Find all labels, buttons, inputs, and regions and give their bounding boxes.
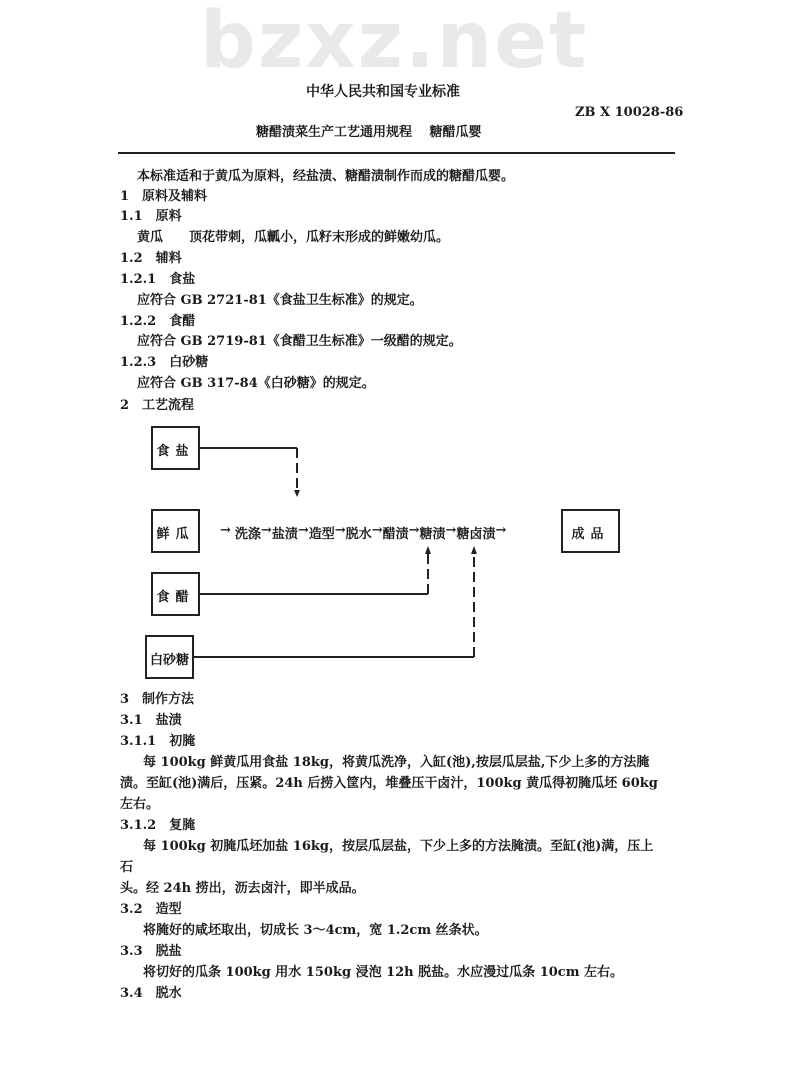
intro: 本标准适和于黄瓜为原料，经盐渍、糖醋渍制作而成的糖醋瓜婴。 (137, 169, 515, 184)
standard-code: ZB X 10028-86 (575, 105, 684, 120)
box-sugar (145, 637, 194, 677)
flow-step: 造型 (308, 527, 335, 542)
box-salt (151, 428, 200, 468)
box-label: 白砂糖 (149, 653, 189, 668)
section-heading: 3.1 盐渍 (120, 713, 182, 728)
section-heading: 3.2 造型 (120, 902, 182, 917)
paragraph-line: 每 100kg 鲜黄瓜用食盐 18kg，将黄瓜洗净，入缸(池),按层瓜层盐,下少上多的方法腌 (143, 755, 650, 770)
section-heading: 1.1 原料 (120, 209, 182, 224)
box-label: 食醋 (156, 590, 195, 605)
flow-step: 盐渍 (271, 527, 298, 542)
org-title: 中华人民共和国专业标准 (306, 84, 460, 100)
flow-arrow: → (445, 523, 457, 538)
process-flow (220, 523, 506, 542)
section-heading: 1 原料及辅料 (120, 189, 208, 204)
flow-arrow: → (220, 523, 231, 538)
paragraph: 应符合 GB 317-84《白砂糖》的规定。 (137, 376, 375, 391)
box-product (561, 511, 620, 551)
paragraph-line: 每 100kg 初腌瓜坯加盐 16kg，按层瓜层盐，下少上多的方法腌渍。至缸(池)满，压上 (143, 839, 654, 854)
flow-arrow: → (297, 523, 309, 538)
section-heading: 2 工艺流程 (120, 398, 195, 413)
flow-step: 洗涤 (234, 527, 261, 542)
section-heading: 3.4 脱水 (120, 986, 182, 1001)
paragraph: 应符合 GB 2721-81《食盐卫生标准》的规定。 (137, 293, 423, 308)
section-heading: 3.1.2 复腌 (120, 818, 196, 833)
paragraph: 将腌好的咸坯取出，切成长 3～4cm，宽 1.2cm 丝条状。 (143, 923, 488, 938)
arrow-down-icon (294, 490, 300, 497)
document-title: 糖醋渍菜生产工艺通用规程 糖醋瓜婴 (256, 125, 482, 140)
paragraph: 将切好的瓜条 100kg 用水 150kg 浸泡 12h 脱盐。水应漫过瓜条 10cm 左右。 (143, 965, 623, 980)
section-heading: 3.3 脱盐 (120, 944, 182, 959)
flow-step: 糖卤渍 (456, 527, 496, 542)
paragraph: 应符合 GB 2719-81《食醋卫生标准》一级醋的规定。 (137, 334, 462, 349)
section-heading: 1.2.2 食醋 (120, 314, 196, 329)
flow-step: 脱水 (345, 527, 372, 542)
flow-arrow: → (408, 523, 420, 538)
paragraph: 黄瓜 顶花带刺，瓜瓤小，瓜籽末形成的鲜嫩幼瓜。 (137, 230, 450, 245)
arrow-up-icon (425, 546, 431, 554)
box-label: 鲜瓜 (156, 527, 195, 542)
paragraph-line: 左右。 (120, 797, 160, 812)
flow-step: 糖渍 (419, 527, 446, 542)
box-label: 食盐 (156, 444, 195, 459)
section-heading: 3 制作方法 (120, 692, 195, 707)
section-heading: 1.2.3 白砂糖 (120, 355, 209, 370)
box-fresh-melon (151, 511, 200, 551)
section-heading: 1.2.1 食盐 (120, 272, 196, 287)
paragraph-line: 头。经 24h 捞出，沥去卤汁，即半成品。 (120, 881, 365, 896)
box-label: 成品 (571, 527, 610, 542)
section-heading: 3.1.1 初腌 (120, 734, 196, 749)
paragraph-line: 渍。至缸(池)满后，压紧。24h 后捞入筐内，堆叠压干卤汁，100kg 黄瓜得初腌瓜坯 60kg (120, 776, 658, 791)
flow-arrow: → (371, 523, 383, 538)
paragraph-line: 石 (120, 860, 134, 875)
watermark: bzxz.net (200, 0, 589, 86)
flow-arrow: → (334, 523, 346, 538)
flow-step: 醋渍 (382, 527, 409, 542)
flow-arrow: → (495, 523, 507, 538)
section-heading: 1.2 辅料 (120, 251, 182, 266)
box-vinegar (151, 574, 200, 614)
arrow-up-icon (471, 546, 477, 554)
flow-arrow: → (260, 523, 272, 538)
